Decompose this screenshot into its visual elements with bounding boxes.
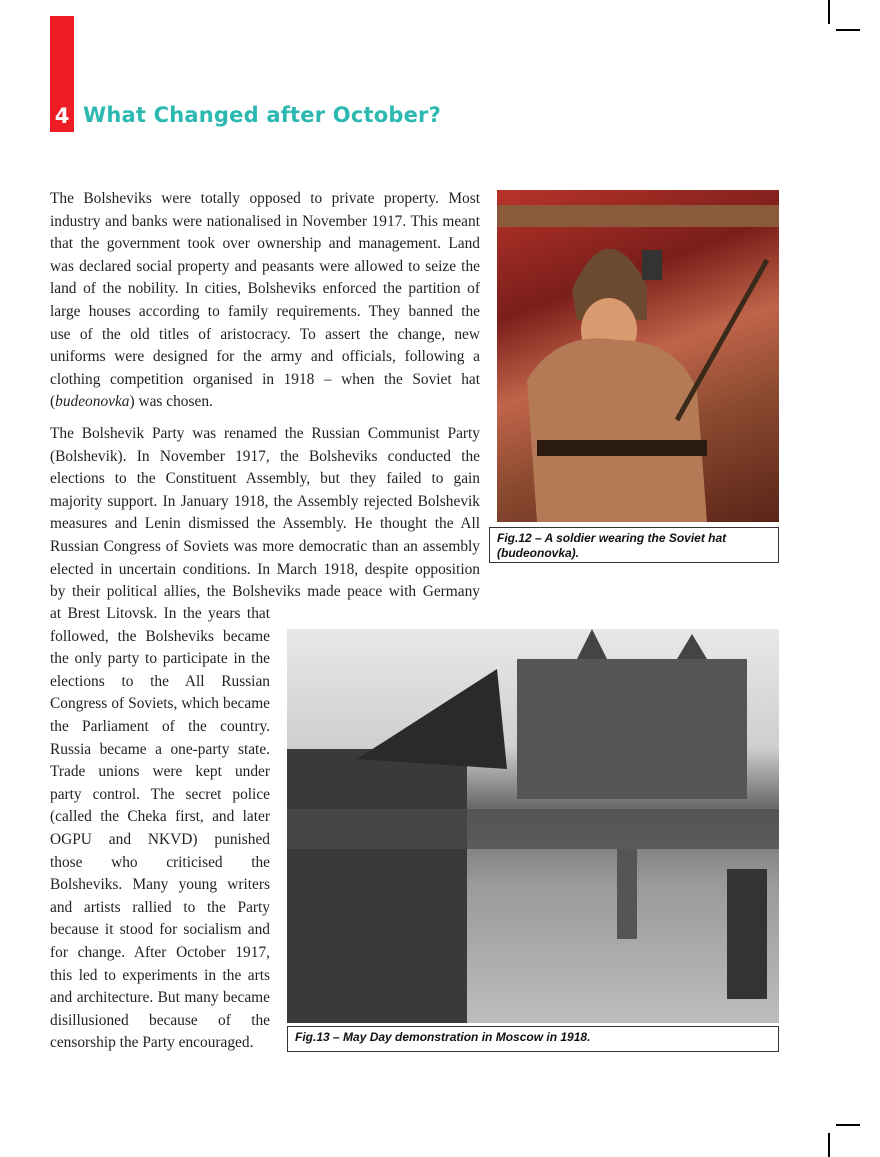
crop-mark: [836, 29, 860, 31]
text-line: land of the nobility. In cities, Bolsheviks enforced the partition of: [50, 280, 480, 298]
text-line: disillusioned because of the: [50, 1011, 270, 1029]
crop-mark: [828, 1133, 830, 1157]
text-line: the Parliament of the country.: [50, 718, 270, 735]
text-line: censorship the Party encouraged.: [50, 1034, 254, 1052]
text-line: use of the old titles of aristocracy. To assert the change, new: [50, 325, 480, 343]
fig13-demonstration-photo: [287, 629, 779, 1023]
text-line: uniforms were designed for the army and officials, following a: [50, 348, 480, 366]
text-line: clothing competition organised in 1918 – when the Soviet hat: [50, 370, 480, 388]
text-line: Russian Congress of Soviets was more democratic than an assembly: [50, 538, 480, 555]
text-line: because it stood for socialism and: [50, 921, 270, 939]
text-line: measures and Lenin dismissed the Assembly. He thought the All: [50, 515, 480, 533]
crop-mark: [828, 0, 830, 24]
text-line: large houses according to family requirements. They banned the: [50, 303, 480, 320]
section-title: What Changed after October?: [83, 103, 441, 127]
text-line: and artists rallied to the Party: [50, 898, 270, 916]
text-line: The Bolshevik Party was renamed the Russian Communist Party: [50, 425, 480, 442]
section-number: 4: [54, 104, 70, 128]
fig12-soldier-image: [497, 190, 779, 522]
text-line: (budeonovka) was chosen.: [50, 393, 213, 411]
text-line: industry and banks were nationalised in November 1917. This meant: [50, 212, 480, 230]
text-line: was declared social property and peasants were allowed to seize the: [50, 257, 480, 275]
text-line: those who criticised the: [50, 853, 270, 871]
text-line: majority support. In January 1918, the Assembly rejected Bolshevik: [50, 492, 480, 510]
text-line: Trade unions were kept under: [50, 763, 270, 781]
text-line: The Bolsheviks were totally opposed to private property. Most: [50, 190, 480, 207]
text-line: party control. The secret police: [50, 785, 270, 803]
text-line: and architecture. But many became: [50, 989, 270, 1007]
text-line: that the government took over ownership and management. Land: [50, 235, 480, 253]
text-line: at Brest Litovsk. In the years that: [50, 605, 270, 622]
text-line: for change. After October 1917,: [50, 944, 270, 961]
text-line: elections to the Constituent Assembly, but they failed to gain: [50, 470, 480, 488]
fig13-caption: Fig.13 – May Day demonstration in Moscow in 1918.: [287, 1026, 779, 1052]
text-line: Russia became a one-party state.: [50, 740, 270, 758]
text-line: (called the Cheka first, and later: [50, 808, 270, 826]
text-line: Bolsheviks. Many young writers: [50, 876, 270, 894]
text-line: OGPU and NKVD) punished: [50, 831, 270, 848]
text-line: the only party to participate in the: [50, 650, 270, 668]
text-line: (Bolshevik). In November 1917, the Bolsheviks conducted the: [50, 447, 480, 465]
text-line: elections to the All Russian: [50, 672, 270, 690]
crop-mark: [836, 1124, 860, 1126]
soldier-illustration: [497, 190, 779, 522]
text-line: elected in uncertain conditions. In March 1918, despite opposition: [50, 560, 480, 578]
text-line: followed, the Bolsheviks became: [50, 627, 270, 645]
fig12-caption: Fig.12 – A soldier wearing the Soviet hat (budeonovka).: [489, 527, 779, 563]
text-line: by their political allies, the Bolsheviks made peace with Germany: [50, 583, 480, 601]
text-line: this led to experiments in the arts: [50, 966, 270, 984]
text-line: Congress of Soviets, which became: [50, 695, 270, 713]
crowd-photo-illustration: [287, 629, 779, 1023]
